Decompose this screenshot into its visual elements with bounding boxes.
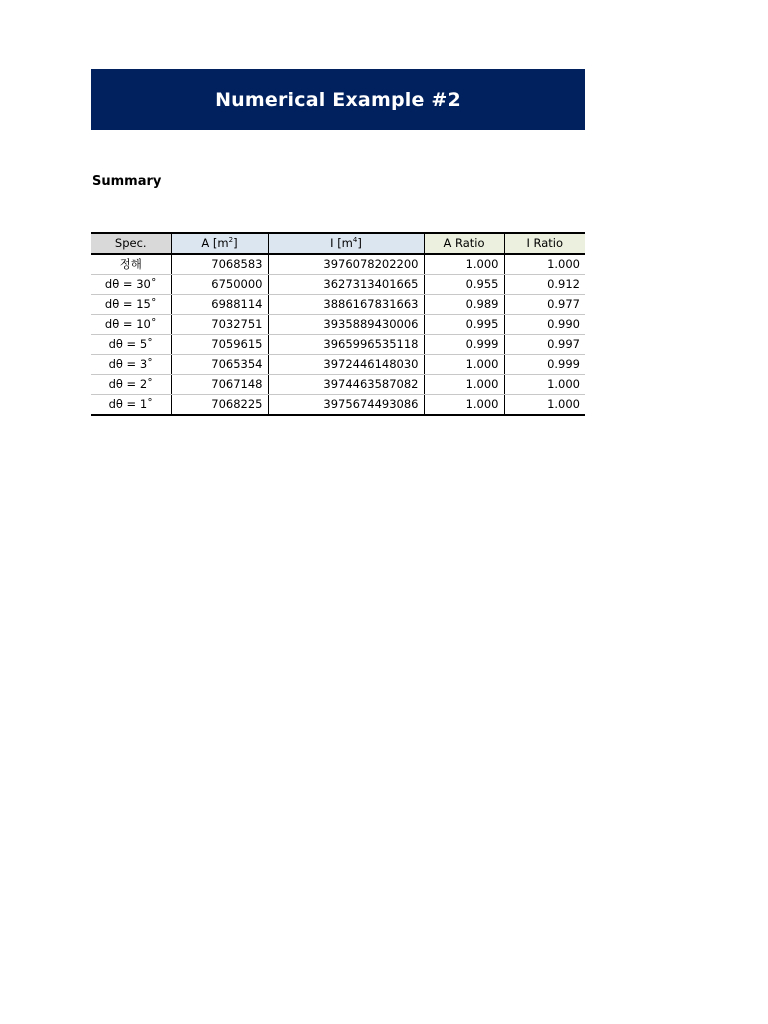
cell-i-ratio: 0.997: [504, 335, 585, 355]
cell-i-ratio: 0.990: [504, 315, 585, 335]
cell-a: 6988114: [171, 295, 268, 315]
cell-i: 3886167831663: [268, 295, 424, 315]
table-row: [91, 395, 585, 416]
cell-spec: dθ = 10˚: [91, 315, 171, 335]
page-title: Numerical Example #2: [215, 88, 461, 111]
cell-spec: dθ = 3˚: [91, 355, 171, 375]
title-banner: [91, 69, 585, 130]
cell-a-ratio: 0.995: [424, 315, 504, 335]
section-label-summary: Summary: [92, 174, 162, 189]
table-row: [91, 295, 585, 315]
cell-a-ratio: 0.999: [424, 335, 504, 355]
cell-spec: dθ = 2˚: [91, 375, 171, 395]
cell-i: 3975674493086: [268, 395, 424, 416]
table-row: [91, 375, 585, 395]
cell-a: 7068225: [171, 395, 268, 416]
table-row: [91, 355, 585, 375]
cell-a: 7059615: [171, 335, 268, 355]
table-row: [91, 275, 585, 295]
cell-a-ratio: 1.000: [424, 395, 504, 416]
cell-i-ratio: 1.000: [504, 395, 585, 416]
cell-a: 6750000: [171, 275, 268, 295]
cell-a-ratio: 0.989: [424, 295, 504, 315]
cell-i: 3965996535118: [268, 335, 424, 355]
table-header-row: [91, 233, 585, 254]
cell-i-ratio: 0.912: [504, 275, 585, 295]
cell-spec: dθ = 15˚: [91, 295, 171, 315]
cell-i: 3972446148030: [268, 355, 424, 375]
cell-i: 3976078202200: [268, 254, 424, 275]
cell-spec: dθ = 5˚: [91, 335, 171, 355]
cell-i-ratio: 1.000: [504, 375, 585, 395]
cell-i: 3974463587082: [268, 375, 424, 395]
cell-spec: dθ = 1˚: [91, 395, 171, 416]
cell-a-ratio: 1.000: [424, 375, 504, 395]
cell-i-ratio: 1.000: [504, 254, 585, 275]
cell-a-ratio: 1.000: [424, 355, 504, 375]
cell-spec: 정해: [91, 254, 171, 275]
table-row: [91, 315, 585, 335]
cell-i-ratio: 0.977: [504, 295, 585, 315]
table-row: [91, 254, 585, 275]
cell-spec: dθ = 30˚: [91, 275, 171, 295]
cell-a: 7067148: [171, 375, 268, 395]
cell-i: 3627313401665: [268, 275, 424, 295]
header-i: I $[m^4]$: [268, 233, 424, 254]
summary-table: [91, 232, 585, 416]
header-i-ratio: I Ratio: [504, 233, 585, 254]
table-row: [91, 335, 585, 355]
cell-a: 7032751: [171, 315, 268, 335]
cell-i-ratio: 0.999: [504, 355, 585, 375]
cell-a-ratio: 0.955: [424, 275, 504, 295]
header-spec: Spec.: [91, 233, 171, 254]
cell-a: 7068583: [171, 254, 268, 275]
header-a-ratio: A Ratio: [424, 233, 504, 254]
cell-i: 3935889430006: [268, 315, 424, 335]
header-a: A $[m^2]$: [171, 233, 268, 254]
cell-a-ratio: 1.000: [424, 254, 504, 275]
cell-a: 7065354: [171, 355, 268, 375]
